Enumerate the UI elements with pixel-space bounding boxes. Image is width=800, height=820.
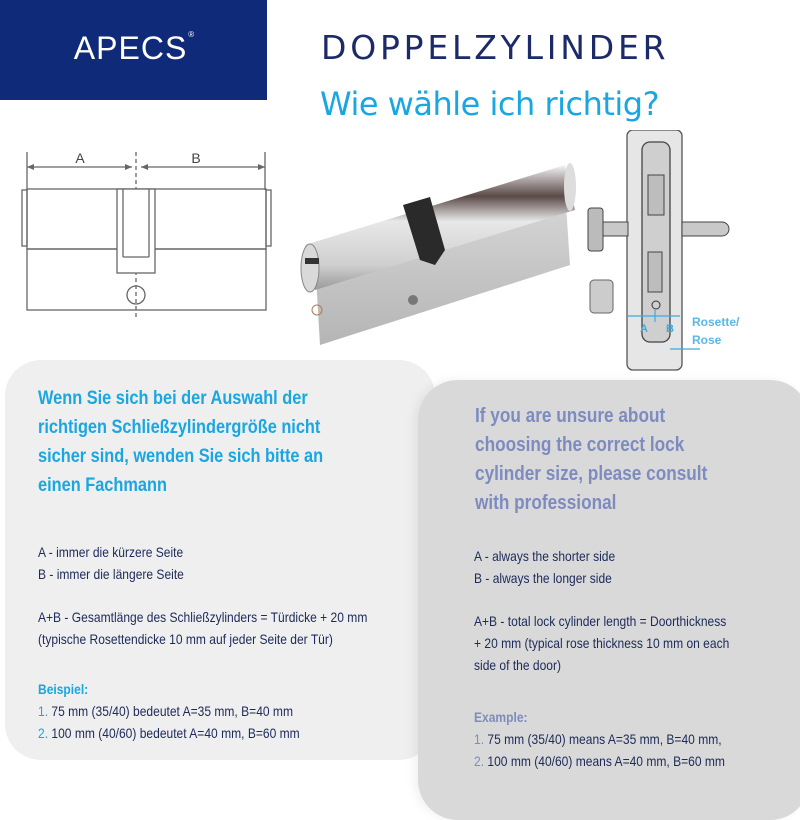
english-example-item: 2. 100 mm (40/60) means A=40 mm, B=60 mm [474, 753, 725, 769]
page-subtitle: Wie wähle ich richtig? [320, 85, 660, 123]
english-formula: A+B - total lock cylinder length = Doorthickness [474, 613, 727, 629]
german-line-b: B - immer die längere Seite [38, 566, 184, 582]
english-heading [475, 402, 785, 518]
rosette-label-line1: Rosette/ [692, 315, 740, 329]
english-heading-line: If you are unsure about [475, 405, 666, 427]
german-example-item: 2. 100 mm (40/60) bedeutet A=40 mm, B=60 mm [38, 725, 300, 741]
english-formula-cont: + 20 mm (typical rose thickness 10 mm on each [474, 635, 730, 651]
english-example-item: 1. 75 mm (35/40) means A=35 mm, B=40 mm, [474, 731, 722, 747]
registered-mark: ® [188, 29, 195, 39]
english-line-a: A - always the shorter side [474, 548, 616, 564]
cylinder-dimension-diagram [0, 135, 290, 335]
german-heading [38, 384, 416, 500]
lock-cylinder-photo [295, 150, 585, 350]
door-label-b: B [666, 323, 674, 335]
dimension-label-a: A [75, 150, 85, 166]
german-formula: A+B - Gesamtlänge des Schließzylinders = Türdicke + 20 mm [38, 609, 368, 625]
german-examples [38, 678, 300, 744]
door-label-a: A [640, 323, 648, 335]
german-formula-note: (typische Rosettendicke 10 mm auf jeder Seite der Tür) [38, 631, 333, 647]
german-line-a: A - immer die kürzere Seite [38, 544, 184, 560]
english-heading-line: with professional [475, 492, 617, 514]
door-lock-illustration [580, 130, 800, 380]
german-example-item: 1. 75 mm (35/40) bedeutet A=35 mm, B=40 mm [38, 703, 293, 719]
english-examples [474, 706, 725, 772]
german-example-heading: Beispiel: [38, 681, 89, 697]
logo-text: APECS [73, 29, 188, 66]
dimension-label-b: B [191, 150, 201, 166]
english-heading-line: choosing the correct lock [475, 434, 685, 456]
german-heading-line: richtigen Schließzylindergröße nicht [38, 417, 321, 438]
apecs-logo [0, 0, 267, 100]
english-body [474, 545, 729, 676]
english-example-heading: Example: [474, 709, 528, 725]
english-formula-note: side of the door) [474, 657, 562, 673]
english-heading-line: cylinder size, please consult [475, 463, 708, 485]
german-body [38, 541, 367, 650]
german-heading-line: Wenn Sie sich bei der Auswahl der [38, 388, 308, 409]
german-heading-line: sicher sind, wenden Sie sich bitte an [38, 446, 324, 467]
rosette-label-line2: Rose [692, 333, 722, 347]
page-title: DOPPELZYLINDER [321, 28, 670, 67]
german-heading-line: einen Fachmann [38, 475, 167, 496]
english-line-b: B - always the longer side [474, 570, 612, 586]
